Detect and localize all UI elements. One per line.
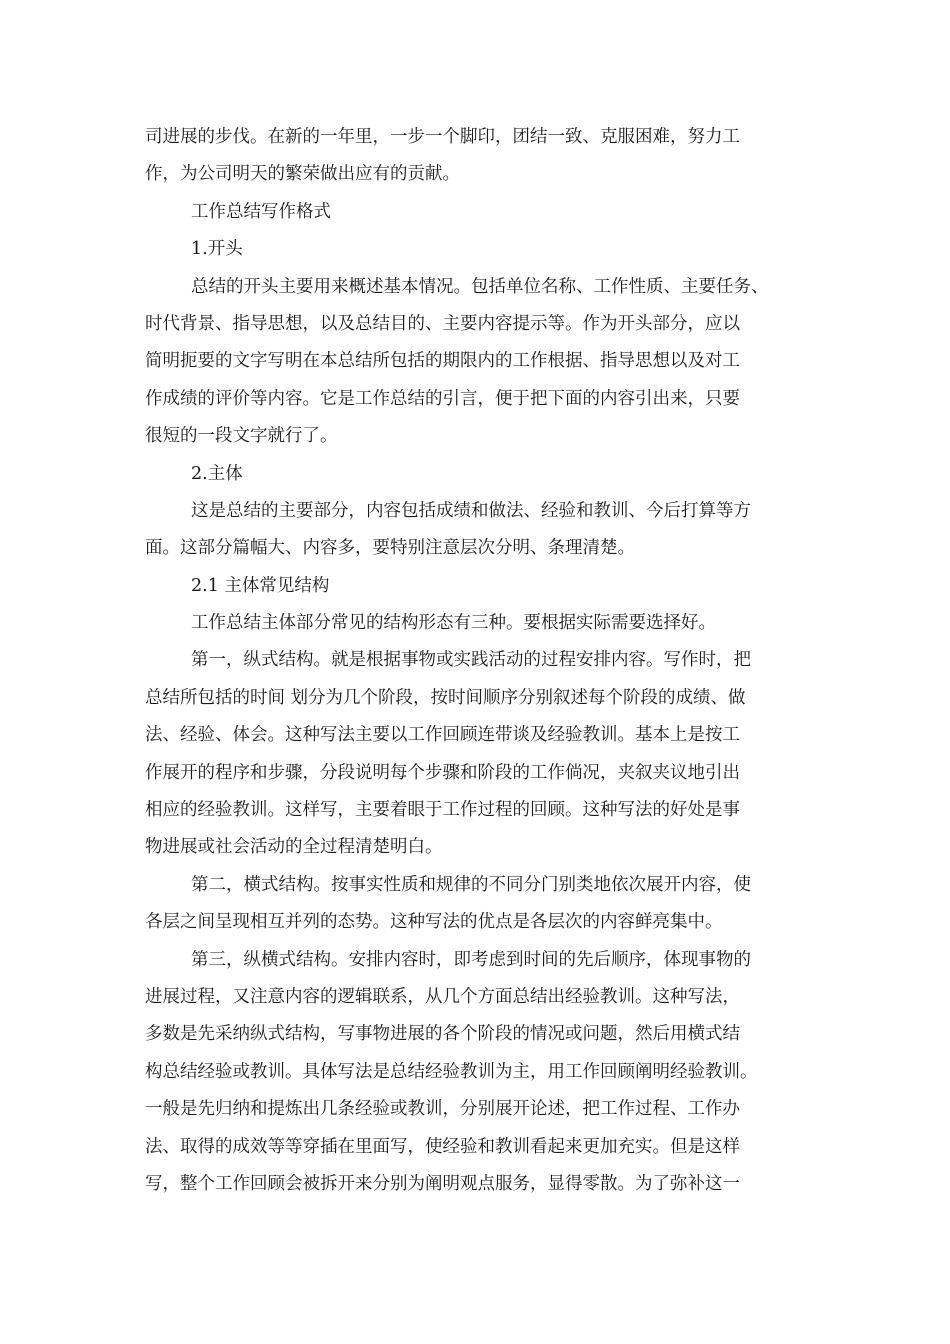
section-heading: 1.开头 — [191, 239, 243, 260]
text-line: 作成绩的评价等内容。它是工作总结的引言，便于把下面的内容引出来，只要 — [145, 388, 740, 409]
text-line: 相应的经验教训。这样写，主要着眼于工作过程的回顾。这种写法的好处是事 — [145, 800, 740, 821]
section-heading: 2.主体 — [191, 463, 243, 484]
text-line: 很短的一段文字就行了。 — [145, 426, 338, 447]
text-line: 总结的开头主要用来概述基本情况。包括单位名称、工作性质、主要任务、 — [191, 276, 769, 297]
text-line: 第一，纵式结构。就是根据事物或实践活动的过程安排内容。写作时，把 — [191, 650, 751, 671]
text-line: 各层之间呈现相互并列的态势。这种写法的优点是各层次的内容鲜亮集中。 — [145, 912, 723, 933]
text-line: 工作总结主体部分常见的结构形态有三种。要根据实际需要选择好。 — [191, 613, 716, 634]
section-heading: 工作总结写作格式 — [191, 201, 331, 222]
section-heading: 2.1 主体常见结构 — [191, 575, 330, 596]
text-line: 构总结经验或教训。具体写法是总结经验教训为主，用工作回顾阐明经验教训。 — [145, 1061, 758, 1082]
text-line: 多数是先采纳纵式结构，写事物进展的各个阶段的情况或问题，然后用横式结 — [145, 1024, 740, 1045]
text-line: 时代背景、指导思想，以及总结目的、主要内容提示等。作为开头部分，应以 — [145, 313, 740, 334]
text-line: 第二，横式结构。按事实性质和规律的不同分门别类地依次展开内容，使 — [191, 874, 751, 895]
text-line: 进展过程，又注意内容的逻辑联系，从几个方面总结出经验教训。这种写法， — [145, 986, 740, 1007]
text-line: 司进展的步伐。在新的一年里，一步一个脚印，团结一致、克服困难，努力工 — [145, 127, 740, 147]
text-line: 简明扼要的文字写明在本总结所包括的期限内的工作根据、指导思想以及对工 — [145, 351, 740, 372]
text-line: 一般是先归纳和提炼出几条经验或教训，分别展开论述，把工作过程、工作办 — [145, 1099, 740, 1120]
text-line: 写，整个工作回顾会被拆开来分别为阐明观点服务，显得零散。为了弥补这一 — [145, 1173, 740, 1194]
text-line: 第三，纵横式结构。安排内容时，即考虑到时间的先后顺序，体现事物的 — [191, 949, 751, 970]
text-line: 法、取得的成效等等穿插在里面写，使经验和教训看起来更加充实。但是这样 — [145, 1136, 740, 1157]
text-line: 法、经验、体会。这种写法主要以工作回顾连带谈及经验教训。基本上是按工 — [145, 725, 740, 746]
text-line: 作展开的程序和步骤，分段说明每个步骤和阶段的工作倘况，夹叙夹议地引出 — [145, 762, 740, 783]
text-line: 物进展或社会活动的全过程清楚明白。 — [145, 837, 443, 858]
text-line: 作，为公司明天的繁荣做出应有的贡献。 — [145, 164, 460, 185]
document-body — [145, 119, 825, 1203]
text-line: 面。这部分篇幅大、内容多，要特别注意层次分明、条理清楚。 — [145, 538, 635, 559]
text-line: 总结所包括的时间 划分为几个阶段，按时间顺序分别叙述每个阶段的成绩、做 — [145, 687, 746, 708]
text-line: 这是总结的主要部分，内容包括成绩和做法、经验和教训、今后打算等方 — [191, 500, 751, 521]
